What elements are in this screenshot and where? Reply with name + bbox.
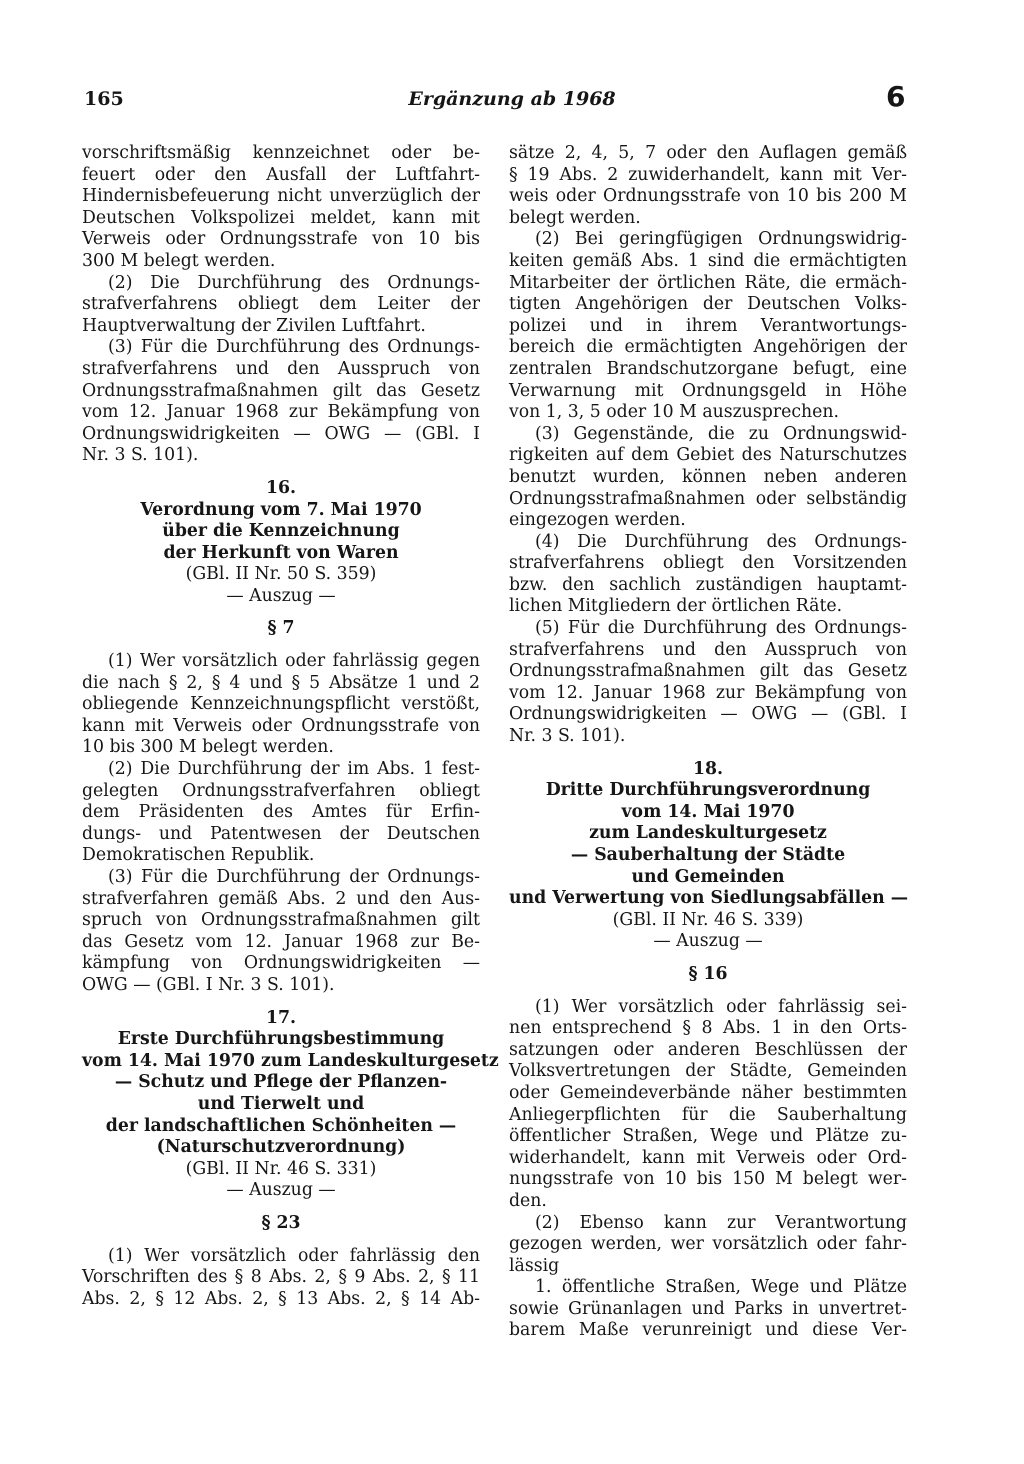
text-line: belegt werden. [509, 207, 641, 228]
regulation-title: vom 14. Mai 1970 [621, 801, 795, 822]
text-line: vorschriftsmäßig kennzeichnet oder be- [82, 143, 480, 163]
text-line: strafverfahren gemäß Abs. 2 und den Aus- [82, 888, 480, 909]
text-line: eingezogen werden. [509, 510, 686, 531]
text-line: Ordnungswidrigkeiten — OWG — (GBl. I [82, 423, 480, 444]
paragraph-heading: § 16 [688, 963, 728, 984]
regulation-title: (Naturschutzverordnung) [156, 1137, 406, 1158]
regulation-number: 18. [692, 758, 724, 779]
text-line: Deutschen Volkspolizei meldet, kann mit [82, 207, 480, 228]
text-line: (2) Die Durchführung der im Abs. 1 fest- [108, 759, 480, 780]
text-line: Nr. 3 S. 101). [82, 445, 199, 466]
excerpt-label: — Auszug — [226, 1180, 336, 1201]
text-line: widerhandelt, kann mit Verweis oder Ord- [509, 1147, 907, 1168]
text-line: (2) Bei geringfügigen Ordnungswidrig- [535, 229, 907, 250]
text-line: strafverfahrens und den Ausspruch von [509, 639, 907, 660]
text-line: (1) Wer vorsätzlich oder fahrlässig sei- [535, 996, 907, 1017]
regulation-title: Erste Durchführungsbestimmung [117, 1029, 445, 1050]
text-line: gezogen werden, wer vorsätzlich oder fahr- [509, 1234, 907, 1255]
paragraph-heading: § 23 [261, 1212, 301, 1233]
text-line: strafverfahrens und den Ausspruch von [82, 358, 480, 379]
text-line: das Gesetz vom 12. Januar 1968 zur Be- [82, 931, 480, 952]
text-line: keiten gemäß Abs. 1 sind die ermächtigten [509, 250, 907, 271]
right-column [509, 143, 907, 1342]
regulation-title: Dritte Durchführungsverordnung [545, 780, 871, 801]
regulation-title: der landschaftlichen Schönheiten — [105, 1115, 457, 1136]
text-line: Abs. 2, § 12 Abs. 2, § 13 Abs. 2, § 14 Ab- [82, 1288, 480, 1309]
text-line: Ordnungsstrafmaßnahmen gilt das Gesetz [509, 661, 907, 682]
regulation-number: 16. [265, 477, 297, 498]
regulation-title: und Tierwelt und [197, 1093, 365, 1114]
text-line: tigten Angehörigen der Deutschen Volks- [509, 294, 907, 315]
text-line: Vorschriften des § 8 Abs. 2, § 9 Abs. 2, § 11 [82, 1267, 480, 1288]
running-title: Ergänzung ab 1968 [408, 88, 616, 110]
text-line: den. [509, 1190, 547, 1211]
text-line: dungs- und Patentwesen der Deutschen [82, 823, 480, 844]
text-line: die nach § 2, § 4 und § 5 Absätze 1 und 2 [82, 672, 480, 693]
text-line: Ordnungswidrigkeiten — OWG — (GBl. I [509, 704, 907, 725]
regulation-title: — Sauberhaltung der Städte [570, 845, 846, 865]
text-line: Hauptverwaltung der Zivilen Luftfahrt. [82, 315, 426, 336]
text-line: feuert oder den Ausfall der Luftfahrt- [82, 164, 480, 185]
text-line: von 1, 3, 5 oder 10 M auszusprechen. [509, 402, 839, 423]
text-line: OWG — (GBl. I Nr. 3 S. 101). [82, 974, 335, 995]
text-line: Ordnungsstrafmaßnahmen gilt das Gesetz [82, 380, 480, 401]
text-line: öffentlicher Straßen, Wege und Plätze zu- [509, 1126, 907, 1147]
text-line: (1) Wer vorsätzlich oder fahrlässig gegen [108, 651, 480, 672]
text-line: dem Präsidenten des Amtes für Erfin- [82, 802, 480, 823]
text-line: Nr. 3 S. 101). [509, 726, 626, 747]
section-number: 6 [886, 80, 906, 113]
excerpt-label: — Auszug — [653, 931, 763, 952]
text-line: oder Gemeindeverbände näher bestimmten [509, 1082, 907, 1103]
text-line: (2) Ebenso kann zur Verantwortung [535, 1212, 907, 1233]
text-line: Verweis oder Ordnungsstrafe von 10 bis [82, 229, 480, 250]
text-line: rigkeiten auf dem Gebiet des Naturschutzes [509, 445, 907, 466]
text-line: (1) Wer vorsätzlich oder fahrlässig den [108, 1245, 480, 1266]
text-line: 1. öffentliche Straßen, Wege und Plätze [535, 1277, 907, 1298]
regulation-title: über die Kennzeichnung [162, 521, 400, 542]
regulation-title: der Herkunft von Waren [163, 542, 399, 563]
text-line: (3) Für die Durchführung der Ordnungs- [108, 867, 480, 887]
text-line: strafverfahrens obliegt den Vorsitzenden [509, 553, 907, 574]
text-line: (3) Für die Durchführung des Ordnungs- [108, 337, 480, 358]
text-line: sätze 2, 4, 5, 7 oder den Auflagen gemäß [509, 143, 907, 163]
text-line: kann mit Verweis oder Ordnungsstrafe von [82, 715, 480, 736]
text-line: Ordnungsstrafmaßnahmen oder selbständig [509, 488, 907, 509]
text-line: vom 12. Januar 1968 zur Bekämpfung von [509, 682, 907, 703]
regulation-source: (GBl. II Nr. 50 S. 359) [185, 564, 377, 585]
text-line: sowie Grünanlagen und Parks in unvertret- [509, 1298, 907, 1319]
regulation-source: (GBl. II Nr. 46 S. 331) [185, 1158, 377, 1179]
page-number: 165 [84, 88, 124, 110]
text-line: barem Maße verunreinigt und diese Ver- [509, 1320, 907, 1341]
regulation-number: 17. [265, 1007, 297, 1028]
text-line: polizei und in ihrem Verantwortungs- [509, 315, 907, 336]
text-line: lichen Mitgliedern der örtlichen Räte. [509, 596, 843, 617]
text-line: (2) Die Durchführung des Ordnungs- [108, 272, 480, 293]
text-line: bzw. den sachlich zuständigen hauptamt- [509, 574, 907, 595]
text-line: lässig [509, 1255, 560, 1276]
text-line: nen entsprechend § 8 Abs. 1 in den Orts- [509, 1018, 907, 1039]
text-line: spruch von Ordnungsstrafmaßnahmen gilt [82, 910, 480, 931]
paragraph-heading: § 7 [267, 618, 295, 639]
text-line: Hindernisbefeuerung nicht unverzüglich der [82, 186, 480, 207]
text-line: weis oder Ordnungsstrafe von 10 bis 200 M [509, 186, 907, 207]
text-line: (5) Für die Durchführung des Ordnungs- [535, 618, 907, 639]
text-line: strafverfahrens obliegt dem Leiter der [82, 294, 480, 315]
text-line: 10 bis 300 M belegt werden. [82, 737, 334, 758]
text-line: Volksvertretungen der Städte, Gemeinden [509, 1061, 907, 1082]
text-line: gelegten Ordnungsstrafverfahren obliegt [82, 780, 480, 801]
text-line: Verwarnung mit Ordnungsgeld in Höhe [509, 380, 907, 401]
text-line: nungsstrafe von 10 bis 150 M belegt wer- [509, 1169, 907, 1190]
page-header [0, 80, 1024, 116]
text-line: zentralen Brandschutzorgane befugt, eine [509, 358, 907, 379]
text-line: Mitarbeiter der örtlichen Räte, die ermäch- [509, 272, 907, 293]
regulation-title: Verordnung vom 7. Mai 1970 [140, 499, 422, 520]
regulation-title: und Gemeinden [631, 866, 785, 887]
text-line: kämpfung von Ordnungswidrigkeiten — [82, 953, 480, 974]
regulation-title: vom 14. Mai 1970 zum Landeskulturgesetz [82, 1050, 499, 1071]
text-line: (3) Gegenstände, die zu Ordnungswid- [535, 423, 907, 444]
regulation-title: zum Landeskulturgesetz [589, 823, 827, 844]
regulation-title: — Schutz und Pflege der Pflanzen- [114, 1072, 448, 1093]
excerpt-label: — Auszug — [226, 585, 336, 606]
text-line: obliegende Kennzeichnungspflicht verstößt, [82, 694, 480, 715]
text-line: (4) Die Durchführung des Ordnungs- [535, 531, 907, 552]
regulation-source: (GBl. II Nr. 46 S. 339) [612, 909, 804, 930]
text-line: 300 M belegt werden. [82, 250, 276, 271]
text-line: Demokratischen Republik. [82, 845, 315, 866]
regulation-title: und Verwertung von Siedlungsabfällen — [509, 888, 909, 909]
text-line: Anliegerpflichten für die Sauberhaltung [509, 1104, 907, 1125]
left-column [82, 143, 499, 1310]
text-line: benutzt wurden, können neben anderen [509, 466, 907, 487]
text-line: bereich die ermächtigten Angehörigen der [509, 337, 907, 358]
text-line: vom 12. Januar 1968 zur Bekämpfung von [82, 402, 480, 423]
text-line: § 19 Abs. 2 zuwiderhandelt, kann mit Ver- [509, 164, 907, 185]
text-line: satzungen oder anderen Beschlüssen der [509, 1039, 907, 1060]
